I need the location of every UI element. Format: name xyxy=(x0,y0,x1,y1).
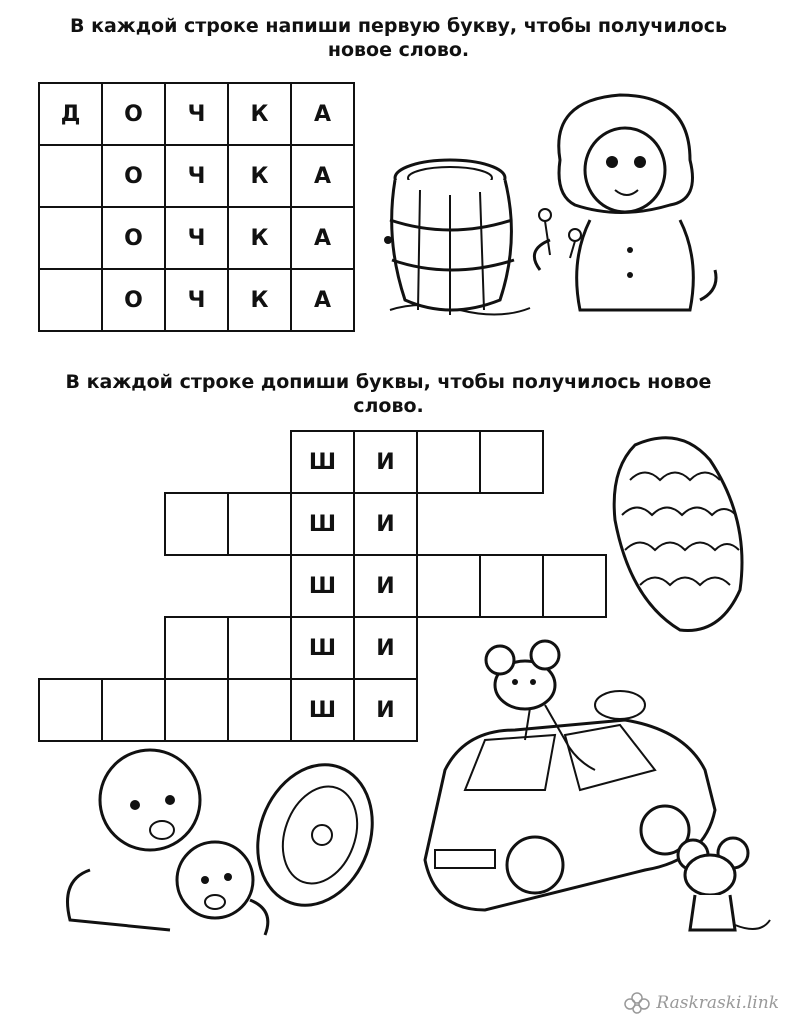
task1-cell[interactable]: О xyxy=(101,82,166,146)
flower-icon xyxy=(624,992,650,1014)
task2-title-line2: слово. xyxy=(353,395,424,417)
task2-cell[interactable] xyxy=(227,492,292,556)
task1-cell[interactable]: О xyxy=(101,206,166,270)
task1-cell[interactable]: О xyxy=(101,144,166,208)
task1-grid xyxy=(38,82,353,330)
watermark xyxy=(624,992,779,1014)
task1-cell[interactable]: А xyxy=(290,268,355,332)
task1-cell[interactable]: А xyxy=(290,206,355,270)
task2-cell[interactable]: Ш xyxy=(290,430,355,494)
task1-cell[interactable]: К xyxy=(227,82,292,146)
babies-illustration xyxy=(50,730,280,950)
task1-cell[interactable]: А xyxy=(290,144,355,208)
task1-cell[interactable]: О xyxy=(101,268,166,332)
task2-cell[interactable]: И xyxy=(353,430,418,494)
task2-cell[interactable]: Ш xyxy=(290,616,355,680)
task1-cell[interactable]: Ч xyxy=(164,82,229,146)
task2-cell[interactable]: И xyxy=(353,678,418,742)
task1-cell[interactable]: К xyxy=(227,144,292,208)
task1-cell[interactable]: Ч xyxy=(164,144,229,208)
task2-cell[interactable] xyxy=(164,616,229,680)
task2-cell[interactable]: Ш xyxy=(290,554,355,618)
task1-cell[interactable]: А xyxy=(290,82,355,146)
pinecone-illustration xyxy=(600,430,760,640)
task1-cell[interactable] xyxy=(38,144,103,208)
task1-cell[interactable] xyxy=(38,206,103,270)
task2-cell[interactable]: И xyxy=(353,616,418,680)
task1-cell[interactable]: К xyxy=(227,206,292,270)
watermark-text: Raskraski.link xyxy=(656,993,779,1013)
task1-cell[interactable]: Ч xyxy=(164,206,229,270)
task1-title-line1: В каждой строке напиши первую букву, чтобы получилось xyxy=(69,15,728,37)
task1-title xyxy=(0,14,797,62)
flowers-illustration xyxy=(525,200,595,260)
task2-cell[interactable]: И xyxy=(353,554,418,618)
barrel-illustration xyxy=(380,150,540,330)
task1-title-line2: новое слово. xyxy=(327,39,470,61)
task1-cell[interactable]: К xyxy=(227,268,292,332)
task2-cell[interactable] xyxy=(416,554,481,618)
task2-cell[interactable] xyxy=(227,616,292,680)
task2-cell[interactable] xyxy=(479,430,544,494)
task1-cell[interactable]: Д xyxy=(38,82,103,146)
task2-title xyxy=(0,370,787,418)
task2-cell[interactable]: Ш xyxy=(290,678,355,742)
task2-cell[interactable]: Ш xyxy=(290,492,355,556)
task2-cell[interactable] xyxy=(164,492,229,556)
small-mouse-illustration xyxy=(655,825,775,945)
task2-cell[interactable] xyxy=(542,554,607,618)
task2-cell[interactable]: И xyxy=(353,492,418,556)
task2-title-line1: В каждой строке допиши буквы, чтобы получилось новое xyxy=(65,371,712,393)
task1-cell[interactable] xyxy=(38,268,103,332)
task2-cell[interactable] xyxy=(479,554,544,618)
task1-cell[interactable]: Ч xyxy=(164,268,229,332)
task2-cell[interactable] xyxy=(416,430,481,494)
